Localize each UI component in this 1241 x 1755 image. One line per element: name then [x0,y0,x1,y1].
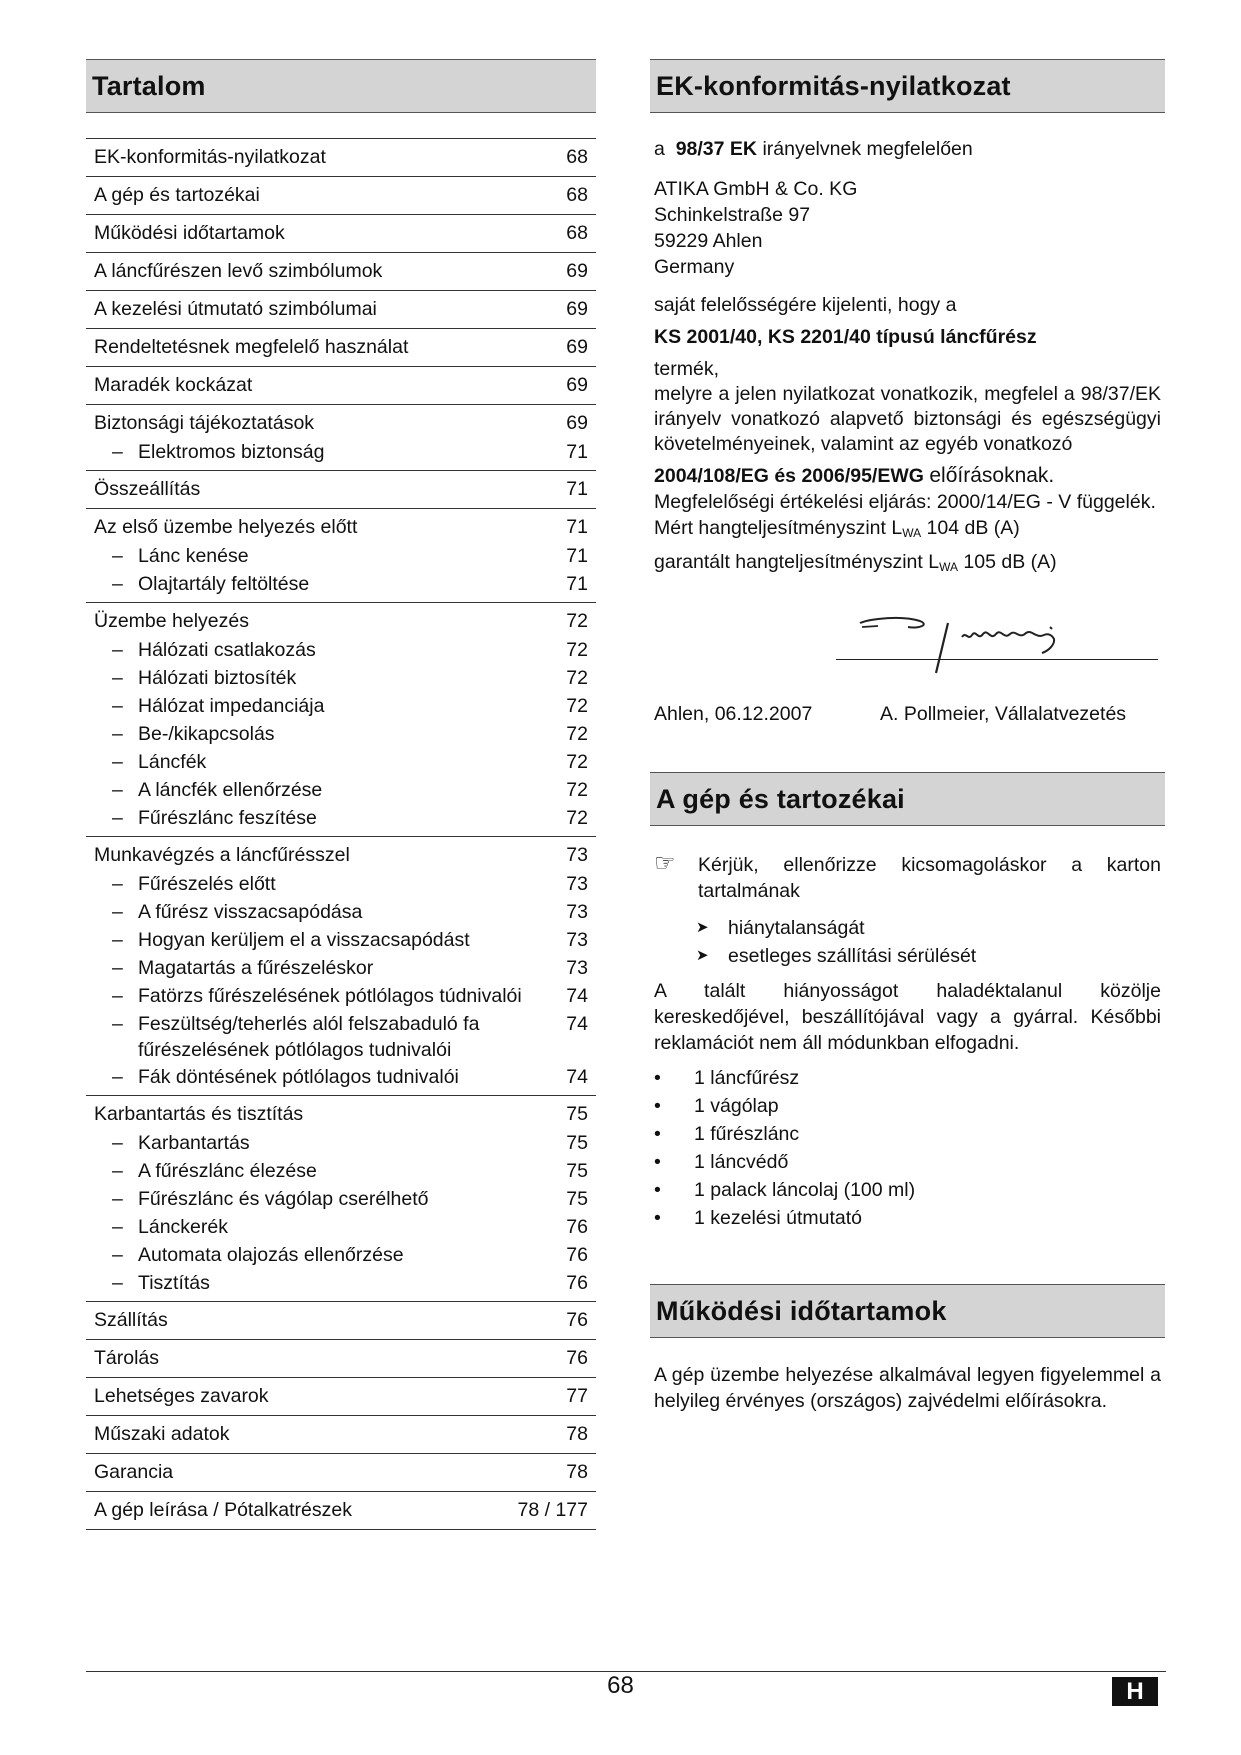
toc-entry-page: 78 [566,1461,588,1483]
dash-icon: – [112,1216,123,1238]
toc-entry-page: 78 [566,1423,588,1445]
ek-heading: EK-konformitás-nyilatkozat [650,59,1165,113]
toc-subentry-title: Tisztítás [138,1272,210,1294]
toc-entry[interactable] [94,1458,588,1487]
toc-group [86,1492,596,1530]
dash-icon: – [112,1160,123,1182]
ek-intro [650,136,1165,162]
ek-measured [650,515,1165,543]
check-item-label: esetleges szállítási sérülését [728,945,977,967]
toc-entry-page: 76 [566,1309,588,1331]
toc-subentry[interactable] [94,543,588,570]
toc-subentry-page: 72 [566,639,588,661]
toc-group [86,1340,596,1378]
dash-icon: – [112,639,123,661]
list-item [654,1092,1165,1120]
dash-icon: – [112,873,123,895]
toc-entry-page: 75 [566,1103,588,1125]
toc-entry[interactable] [94,295,588,324]
toc-group [86,471,596,509]
toc-entry-page: 68 [566,222,588,244]
toc-heading: Tartalom [86,59,596,113]
dash-icon: – [112,985,123,1007]
gep-check-note [650,852,1165,904]
toc-entry-title: Tárolás [94,1347,160,1369]
toc-entry[interactable] [94,513,588,542]
dash-icon: – [112,751,123,773]
list-item-label: 1 láncfűrész [694,1067,800,1089]
toc-group [86,215,596,253]
dash-icon: – [112,957,123,979]
company-country: Germany [654,256,735,278]
toc-subentry-page: 73 [566,901,588,923]
toc-subentry[interactable] [94,637,588,664]
ek-measured-value: 104 dB (A) [926,517,1020,539]
toc-subentry-page: 76 [566,1244,588,1266]
ek-declares: saját felelősségére kijelenti, hogy a [654,294,957,316]
toc-entry-title: A kezelési útmutató szimbólumai [94,298,377,320]
toc-entry-page: 69 [566,298,588,320]
mukodes-text: A gép üzembe helyezése alkalmával legyen figyelemmel a helyileg érvényes (országos) zajvédelmi előírásokra. [654,1364,1161,1412]
toc-subentry-page: 72 [566,695,588,717]
toc-subentry-title: Lánc kenése [138,545,249,567]
toc-group [86,253,596,291]
toc-subentry-page: 72 [566,723,588,745]
toc-subentry-page: 74 [566,1066,588,1088]
toc-entry-title: Szállítás [94,1309,168,1331]
toc-subentry-page: 76 [566,1272,588,1294]
toc-entry[interactable] [94,257,588,286]
toc-entry-page: 73 [566,844,588,866]
company-street: Schinkelstraße 97 [654,204,811,226]
toc-group [86,367,596,405]
toc-entry-title: A láncfűrészen levő szimbólumok [94,260,383,282]
dash-icon: – [112,695,123,717]
gep-items-list [650,1064,1165,1232]
toc-subentry[interactable] [94,899,588,926]
toc-subentry[interactable] [94,1158,588,1185]
list-item-label: 1 láncvédő [694,1151,789,1173]
toc-entry-title: Garancia [94,1461,174,1483]
toc-subentry-title: Elektromos biztonság [138,441,325,463]
toc-subentry[interactable] [94,571,588,598]
list-item [654,1148,1165,1176]
toc-subentry-title: Hálózat impedanciája [138,695,325,717]
toc-subentry[interactable] [94,805,588,832]
toc-subentry[interactable] [94,983,588,1010]
signature-date: Ahlen, 06.12.2007 [654,703,813,725]
toc-entry[interactable] [94,219,588,248]
toc-subentry-title: Fatörzs fűrészelésének pótlólagos túdnivalói [138,985,522,1007]
toc-subentry-page: 71 [566,441,588,463]
toc-group [86,837,596,1096]
toc-subentry-page: 75 [566,1132,588,1154]
toc-subentry-page: 73 [566,929,588,951]
ek-guaranteed [650,549,1165,577]
toc-subentry-title: A fűrészlánc élezése [138,1160,317,1182]
toc-group [86,1302,596,1340]
toc-subentry[interactable] [94,1214,588,1241]
toc-group [86,177,596,215]
toc-entry[interactable] [94,1420,588,1449]
toc-entry-page: 69 [566,374,588,396]
dash-icon: – [112,1244,123,1266]
ek-directives-rest: előírásoknak. [929,464,1055,487]
toc-subentry-title: Hogyan kerüljem el a visszacsapódást [138,929,470,951]
list-item-label: 1 vágólap [694,1095,779,1117]
ek-product: KS 2001/40, KS 2201/40 típusú láncfűrész [654,326,1037,348]
toc-entry-title: Az első üzembe helyezés előtt [94,516,358,538]
toc-subentry-page: 72 [566,779,588,801]
toc-entry-title: EK-konformitás-nyilatkozat [94,146,326,168]
dash-icon: – [112,779,123,801]
toc-subentry[interactable] [94,871,588,898]
pointing-hand-icon: ☞ [654,850,676,877]
toc-subentry[interactable] [94,927,588,954]
mukodes-heading: Működési időtartamok [650,1284,1165,1338]
toc-subentry-page: 72 [566,751,588,773]
list-item [654,1120,1165,1148]
toc-entry-title: Rendeltetésnek megfelelő használat [94,336,409,358]
toc-subentry[interactable] [94,1130,588,1157]
dash-icon: – [112,1272,123,1294]
toc-subentry[interactable] [94,693,588,720]
toc-list [86,138,596,1530]
toc-entry-title: Működési időtartamok [94,222,285,244]
toc-subentry-title: Fűrészelés előtt [138,873,276,895]
list-item-label: 1 fűrészlánc [694,1123,800,1145]
toc-group [86,1378,596,1416]
toc-entry-title: A gép leírása / Pótalkatrészek [94,1499,352,1521]
toc-group [86,603,596,837]
toc-subentry-page: 73 [566,957,588,979]
dash-icon: – [112,1188,123,1210]
toc-group [86,329,596,367]
toc-entry-title: A gép és tartozékai [94,184,260,206]
ek-guaranteed-sub: WA [939,560,958,574]
toc-subentry-title: Feszültség/teherlés alól felszabaduló fa fűrészelésének pótlólagos tudnivalói [138,1013,480,1061]
toc-subentry[interactable] [94,1270,588,1297]
dash-icon: – [112,807,123,829]
toc-entry[interactable] [94,1344,588,1373]
dash-icon: – [112,723,123,745]
toc-subentry[interactable] [94,1242,588,1269]
toc-subentry-title: Fűrészlánc és vágólap cserélhető [138,1188,429,1210]
page-number: 68 [607,1672,634,1699]
gep-notice: A talált hiányosságot haladéktalanul közölje kereskedőjével, beszállítójával vagy a gyárral. Későbbi reklamációt nem áll módunkban elfogadni. [654,980,1161,1054]
ek-measured-label: Mért hangteljesítményszint L [654,517,903,539]
gep-heading: A gép és tartozékai [650,772,1165,826]
toc-subentry-title: Automata olajozás ellenőrzése [138,1244,404,1266]
toc-entry[interactable] [94,371,588,400]
toc-entry-page: 78 / 177 [517,1499,588,1521]
company-city: 59229 Ahlen [654,230,763,252]
dash-icon: – [112,573,123,595]
toc-subentry[interactable] [94,1186,588,1213]
signature-line [836,659,1158,660]
check-item-label: hiánytalanságát [728,917,865,939]
toc-subentry-page: 76 [566,1216,588,1238]
bullet-icon: • [654,1207,661,1229]
toc-group [86,1416,596,1454]
toc-group [86,291,596,329]
toc-subentry-page: 72 [566,667,588,689]
signature-signer: A. Pollmeier, Vállalatvezetés [880,703,1127,725]
toc-group [86,509,596,603]
toc-subentry-page: 74 [566,985,588,1007]
list-item [654,1176,1165,1204]
toc-subentry-title: Karbantartás [138,1132,250,1154]
toc-entry-title: Biztonsági tájékoztatások [94,412,315,434]
list-item-label: 1 palack láncolaj (100 ml) [694,1179,916,1201]
signature-dateline [650,703,1165,726]
toc-column [86,59,596,1530]
toc-subentry-title: Lánckerék [138,1216,228,1238]
toc-subentry-title: Fák döntésének pótlólagos tudnivalói [138,1066,459,1088]
dash-icon: – [112,1066,123,1088]
toc-subentry-title: A láncfék ellenőrzése [138,779,323,801]
ek-body: melyre a jelen nyilatkozat vonatkozik, megfelel a 98/37/EK irányelv vonatkozó alapvető biztonsági és egészségügyi követelményeinek, valamint az egyéb vonatkozó [654,383,1161,455]
toc-entry-title: Lehetséges zavarok [94,1385,269,1407]
toc-entry-page: 69 [566,260,588,282]
company-address [650,176,1165,280]
ek-guaranteed-value: 105 dB (A) [963,551,1057,573]
bullet-icon: • [654,1095,661,1117]
ek-termek: termék, [654,358,720,380]
ek-directives [650,463,1165,489]
toc-subentry[interactable] [94,439,588,466]
toc-entry-page: 71 [566,516,588,538]
signature-image [650,593,1165,703]
right-column [650,59,1165,1414]
toc-subentry-title: Be-/kikapcsolás [138,723,275,745]
toc-entry-page: 71 [566,478,588,500]
arrow-icon: ➤ [696,947,709,964]
toc-entry[interactable] [94,1496,588,1525]
toc-entry[interactable] [94,841,588,870]
toc-subentry-title: Láncfék [138,751,207,773]
toc-entry-page: 69 [566,412,588,434]
toc-entry[interactable] [94,181,588,210]
toc-entry-title: Üzembe helyezés [94,610,249,632]
toc-entry[interactable] [94,409,588,438]
toc-group [86,1454,596,1492]
toc-entry[interactable] [94,1306,588,1335]
toc-entry-title: Munkavégzés a láncfűrésszel [94,844,350,866]
check-item [650,914,1165,942]
bullet-icon: • [654,1067,661,1089]
dash-icon: – [112,929,123,951]
toc-subentry-title: Hálózati biztosíték [138,667,297,689]
bullet-icon: • [654,1123,661,1145]
toc-subentry[interactable] [94,1064,588,1091]
toc-entry-page: 72 [566,610,588,632]
toc-entry[interactable] [94,1100,588,1129]
toc-entry-title: Műszaki adatok [94,1423,230,1445]
toc-subentry-page: 71 [566,545,588,567]
dash-icon: – [112,441,123,463]
dash-icon: – [112,667,123,689]
toc-subentry[interactable] [94,777,588,804]
ek-directives-list: 2004/108/EG és 2006/95/EWG [654,465,924,487]
ek-guaranteed-label: garantált hangteljesítményszint L [654,551,940,573]
toc-entry[interactable] [94,333,588,362]
toc-group [86,138,596,177]
toc-entry-title: Maradék kockázat [94,374,253,396]
toc-subentry[interactable] [94,665,588,692]
toc-subentry[interactable] [94,749,588,776]
toc-entry[interactable] [94,143,588,172]
ek-intro-a: a [654,138,665,160]
arrow-icon: ➤ [696,919,709,936]
company-name: ATIKA GmbH & Co. KG [654,178,858,200]
toc-group [86,1096,596,1302]
toc-entry-page: 77 [566,1385,588,1407]
toc-subentry-page: 74 [566,1013,588,1035]
toc-entry[interactable] [94,475,588,504]
toc-subentry-page: 75 [566,1160,588,1182]
list-item [654,1064,1165,1092]
list-item-label: 1 kezelési útmutató [694,1207,863,1229]
toc-entry-page: 76 [566,1347,588,1369]
gep-check-list [650,914,1165,970]
dash-icon: – [112,1132,123,1154]
toc-subentry-title: Fűrészlánc feszítése [138,807,317,829]
dash-icon: – [112,901,123,923]
toc-subentry-title: Hálózati csatlakozás [138,639,316,661]
toc-subentry-page: 71 [566,573,588,595]
toc-subentry-title: Magatartás a fűrészeléskor [138,957,374,979]
toc-entry[interactable] [94,1382,588,1411]
toc-subentry[interactable] [94,721,588,748]
toc-subentry-title: Olajtartály feltöltése [138,573,310,595]
toc-entry[interactable] [94,607,588,636]
list-item [654,1204,1165,1232]
toc-subentry[interactable] [94,1011,588,1063]
check-item [650,942,1165,970]
toc-subentry[interactable] [94,955,588,982]
toc-entry-page: 68 [566,146,588,168]
dash-icon: – [112,545,123,567]
toc-subentry-page: 73 [566,873,588,895]
toc-entry-page: 68 [566,184,588,206]
toc-entry-title: Karbantartás és tisztítás [94,1103,304,1125]
dash-icon: – [112,1013,123,1035]
ek-procedure: Megfelelőségi értékelési eljárás: 2000/14/EG - V függelék. [654,491,1156,513]
ek-measured-sub: WA [902,526,922,540]
ek-intro-rest: irányelvnek megfelelően [762,138,973,160]
toc-subentry-title: A fűrész visszacsapódása [138,901,363,923]
toc-subentry-page: 75 [566,1188,588,1210]
ek-intro-directive: 98/37 EK [675,138,758,160]
toc-entry-title: Összeállítás [94,478,201,500]
language-badge: H [1112,1677,1158,1706]
toc-subentry-page: 72 [566,807,588,829]
toc-group [86,405,596,471]
gep-check-text: Kérjük, ellenőrizze kicsomagoláskor a karton tartalmának [698,854,1161,902]
signature-area [650,593,1165,703]
bullet-icon: • [654,1151,661,1173]
toc-entry-page: 69 [566,336,588,358]
bullet-icon: • [654,1179,661,1201]
